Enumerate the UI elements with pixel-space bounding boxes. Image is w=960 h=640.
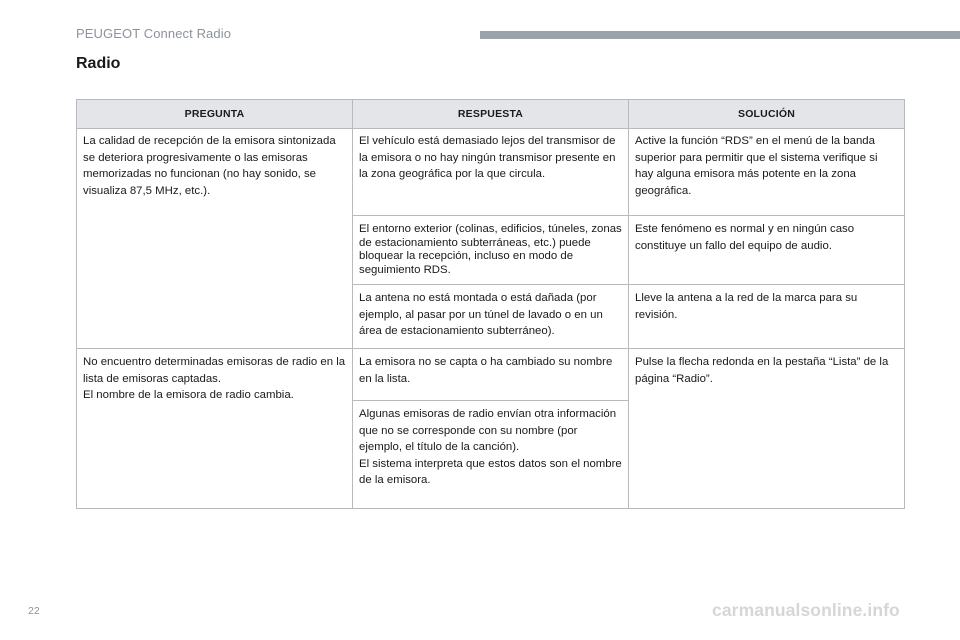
answer-text: La antena no está montada o está dañada (por ejemplo, al pasar por un túnel de lavado o en un área de estacionamiento subterráneo). bbox=[359, 292, 603, 337]
column-header-answer: RESPUESTA bbox=[353, 100, 629, 129]
header-decorative-bar bbox=[480, 31, 960, 39]
answer-cell bbox=[353, 401, 629, 509]
solution-cell bbox=[629, 285, 905, 349]
answer-cell bbox=[353, 349, 629, 401]
answer-text: El entorno exterior (colinas, edificios, túneles, zonas de estacionamiento subterráneas, etc.) puede bloquear la recepción, incluso en modo de seguimiento RDS. bbox=[359, 223, 622, 276]
manual-header-title: PEUGEOT Connect Radio bbox=[76, 26, 232, 41]
answer-cell bbox=[353, 216, 629, 285]
question-text: El nombre de la emisora de radio cambia. bbox=[83, 389, 294, 401]
answer-text: Algunas emisoras de radio envían otra información que no se corresponde con su nombre (por ejemplo, el título de la canción). bbox=[359, 408, 617, 453]
answer-cell bbox=[353, 129, 629, 216]
table-row bbox=[77, 129, 905, 216]
question-text: La calidad de recepción de la emisora sintonizada se deteriora progresivamente o las emisoras memorizadas no funcionan (no hay sonido, se visualiza 87,5 MHz, etc.). bbox=[83, 135, 336, 197]
column-header-question: PREGUNTA bbox=[77, 100, 353, 129]
page-number: 22 bbox=[28, 605, 40, 617]
solution-cell bbox=[629, 216, 905, 285]
answer-cell bbox=[353, 285, 629, 349]
table-row bbox=[77, 349, 905, 401]
watermark: carmanualsonline.info bbox=[712, 600, 900, 620]
column-header-solution: SOLUCIÓN bbox=[629, 100, 905, 129]
question-text: No encuentro determinadas emisoras de radio en la lista de emisoras captadas. bbox=[83, 356, 346, 385]
solution-cell bbox=[629, 349, 905, 509]
troubleshooting-table bbox=[76, 99, 905, 509]
solution-text: Pulse la flecha redonda en la pestaña “Lista” de la página “Radio”. bbox=[635, 356, 889, 385]
solution-text: Lleve la antena a la red de la marca para su revisión. bbox=[635, 292, 858, 321]
section-title: Radio bbox=[76, 55, 121, 72]
answer-text: El vehículo está demasiado lejos del transmisor de la emisora o no hay ningún transmisor presente en la zona geográfica por la que circula. bbox=[359, 135, 616, 180]
question-cell bbox=[77, 129, 353, 349]
question-cell bbox=[77, 349, 353, 509]
solution-text: Este fenómeno es normal y en ningún caso constituye un fallo del equipo de audio. bbox=[635, 223, 855, 252]
answer-text: El sistema interpreta que estos datos son el nombre de la emisora. bbox=[359, 457, 622, 486]
solution-cell bbox=[629, 129, 905, 216]
solution-text: Active la función “RDS” en el menú de la banda superior para permitir que el sistema verifique si hay alguna emisora más potente en la zona geográfica. bbox=[635, 135, 878, 197]
answer-text: La emisora no se capta o ha cambiado su nombre en la lista. bbox=[359, 356, 613, 385]
table-header-row bbox=[77, 100, 905, 129]
